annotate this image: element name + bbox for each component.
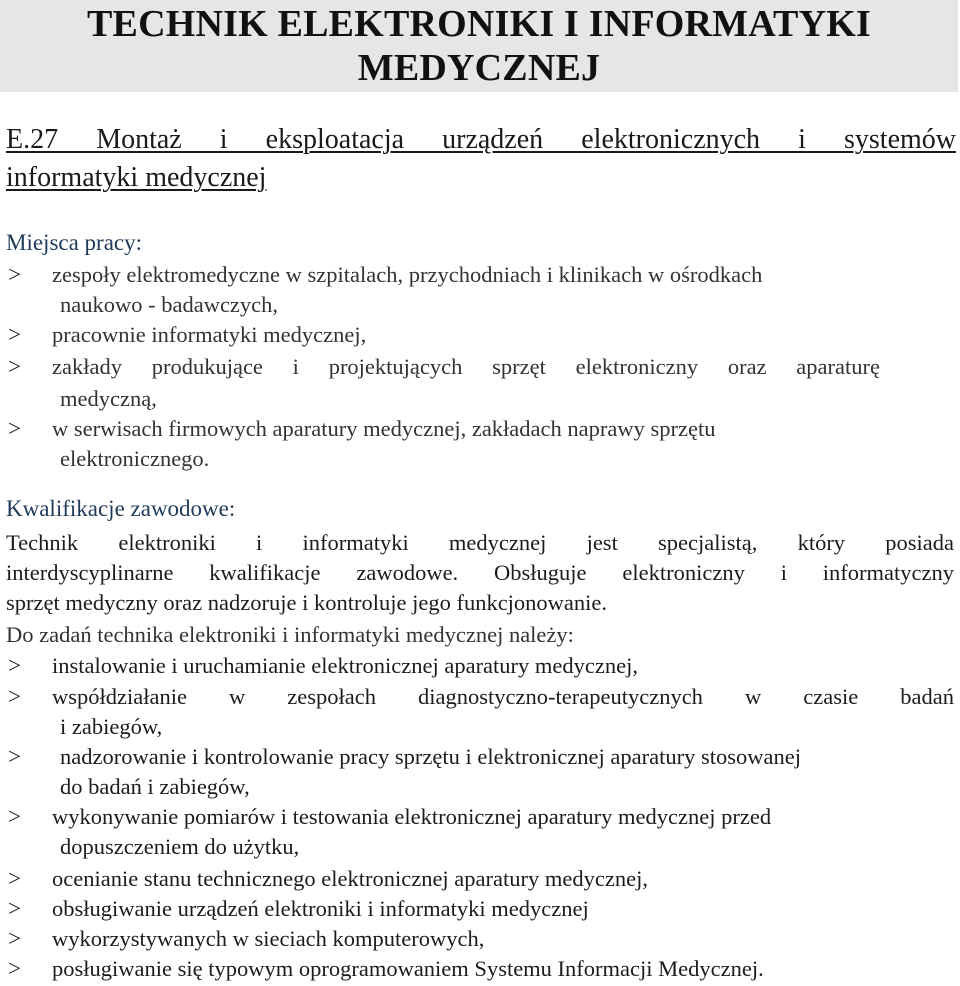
- bullet-marker: >: [8, 684, 21, 709]
- list-item-text: zespoły elektromedyczne w szpitalach, przychodniach i klinikach w ośrodkach: [52, 262, 763, 287]
- tasks-intro: Do zadań technika elektroniki i informatyki medycznej należy:: [6, 622, 574, 647]
- list-item-text-continued: do badań i zabiegów,: [60, 774, 250, 799]
- qualifications-paragraph-line-1: Technik elektroniki i informatyki medycznej jest specjalistą, który posiada: [6, 530, 954, 555]
- list-item-text: nadzorowanie i kontrolowanie pracy sprzętu i elektronicznej aparatury stosowanej: [60, 744, 801, 769]
- page-title-line-2: MEDYCZNEJ: [357, 47, 601, 89]
- bullet-marker: >: [8, 866, 21, 891]
- bullet-marker: >: [8, 956, 21, 981]
- bullet-marker: >: [8, 744, 21, 769]
- list-item-text: posługiwanie się typowym oprogramowaniem Systemu Informacji Medycznej.: [52, 956, 764, 981]
- list-item-text: wykorzystywanych w sieciach komputerowych,: [52, 926, 485, 951]
- list-item-text-continued: dopuszczeniem do użytku,: [60, 834, 300, 859]
- list-item-text: współdziałanie w zespołach diagnostyczno-terapeutycznych w czasie badań: [52, 684, 954, 709]
- list-item-text: instalowanie i uruchamianie elektronicznej aparatury medycznej,: [52, 653, 638, 678]
- bullet-marker: >: [8, 926, 21, 951]
- workplaces-heading: Miejsca pracy:: [6, 230, 143, 255]
- list-item-text-continued: naukowo - badawczych,: [60, 292, 279, 317]
- qualification-subtitle-line-1: E.27 Montaż i eksploatacja urządzeń elektronicznych i systemów: [6, 124, 956, 155]
- qualifications-heading: Kwalifikacje zawodowe:: [6, 496, 236, 521]
- qualification-subtitle-line-2: informatyki medycznej: [6, 162, 267, 193]
- title-band: [0, 0, 958, 92]
- bullet-marker: >: [8, 653, 21, 678]
- list-item-text: pracownie informatyki medycznej,: [52, 322, 367, 347]
- bullet-marker: >: [8, 896, 21, 921]
- list-item-text: zakłady produkujące i projektujących sprzęt elektroniczny oraz aparaturę: [52, 354, 880, 379]
- list-item-text: ocenianie stanu technicznego elektronicznej aparatury medycznej,: [52, 866, 648, 891]
- page-title-line-1: TECHNIK ELEKTRONIKI I INFORMATYKI: [87, 3, 871, 45]
- qualifications-paragraph-line-2: interdyscyplinarne kwalifikacje zawodowe. Obsługuje elektroniczny i informatyczny: [6, 560, 954, 585]
- list-item-text-continued: i zabiegów,: [60, 714, 163, 739]
- list-item-text: obsługiwanie urządzeń elektroniki i informatyki medycznej: [52, 896, 589, 921]
- bullet-marker: >: [8, 804, 21, 829]
- list-item-text-continued: elektronicznego.: [60, 446, 210, 471]
- bullet-marker: >: [8, 354, 21, 379]
- list-item-text-continued: medyczną,: [60, 386, 157, 411]
- qualifications-paragraph-line-3: sprzęt medyczny oraz nadzoruje i kontroluje jego funkcjonowanie.: [6, 590, 608, 615]
- bullet-marker: >: [8, 416, 21, 441]
- bullet-marker: >: [8, 262, 21, 287]
- bullet-marker: >: [8, 322, 21, 347]
- list-item-text: w serwisach firmowych aparatury medycznej, zakładach naprawy sprzętu: [52, 416, 716, 441]
- list-item-text: wykonywanie pomiarów i testowania elektronicznej aparatury medycznej przed: [52, 804, 772, 829]
